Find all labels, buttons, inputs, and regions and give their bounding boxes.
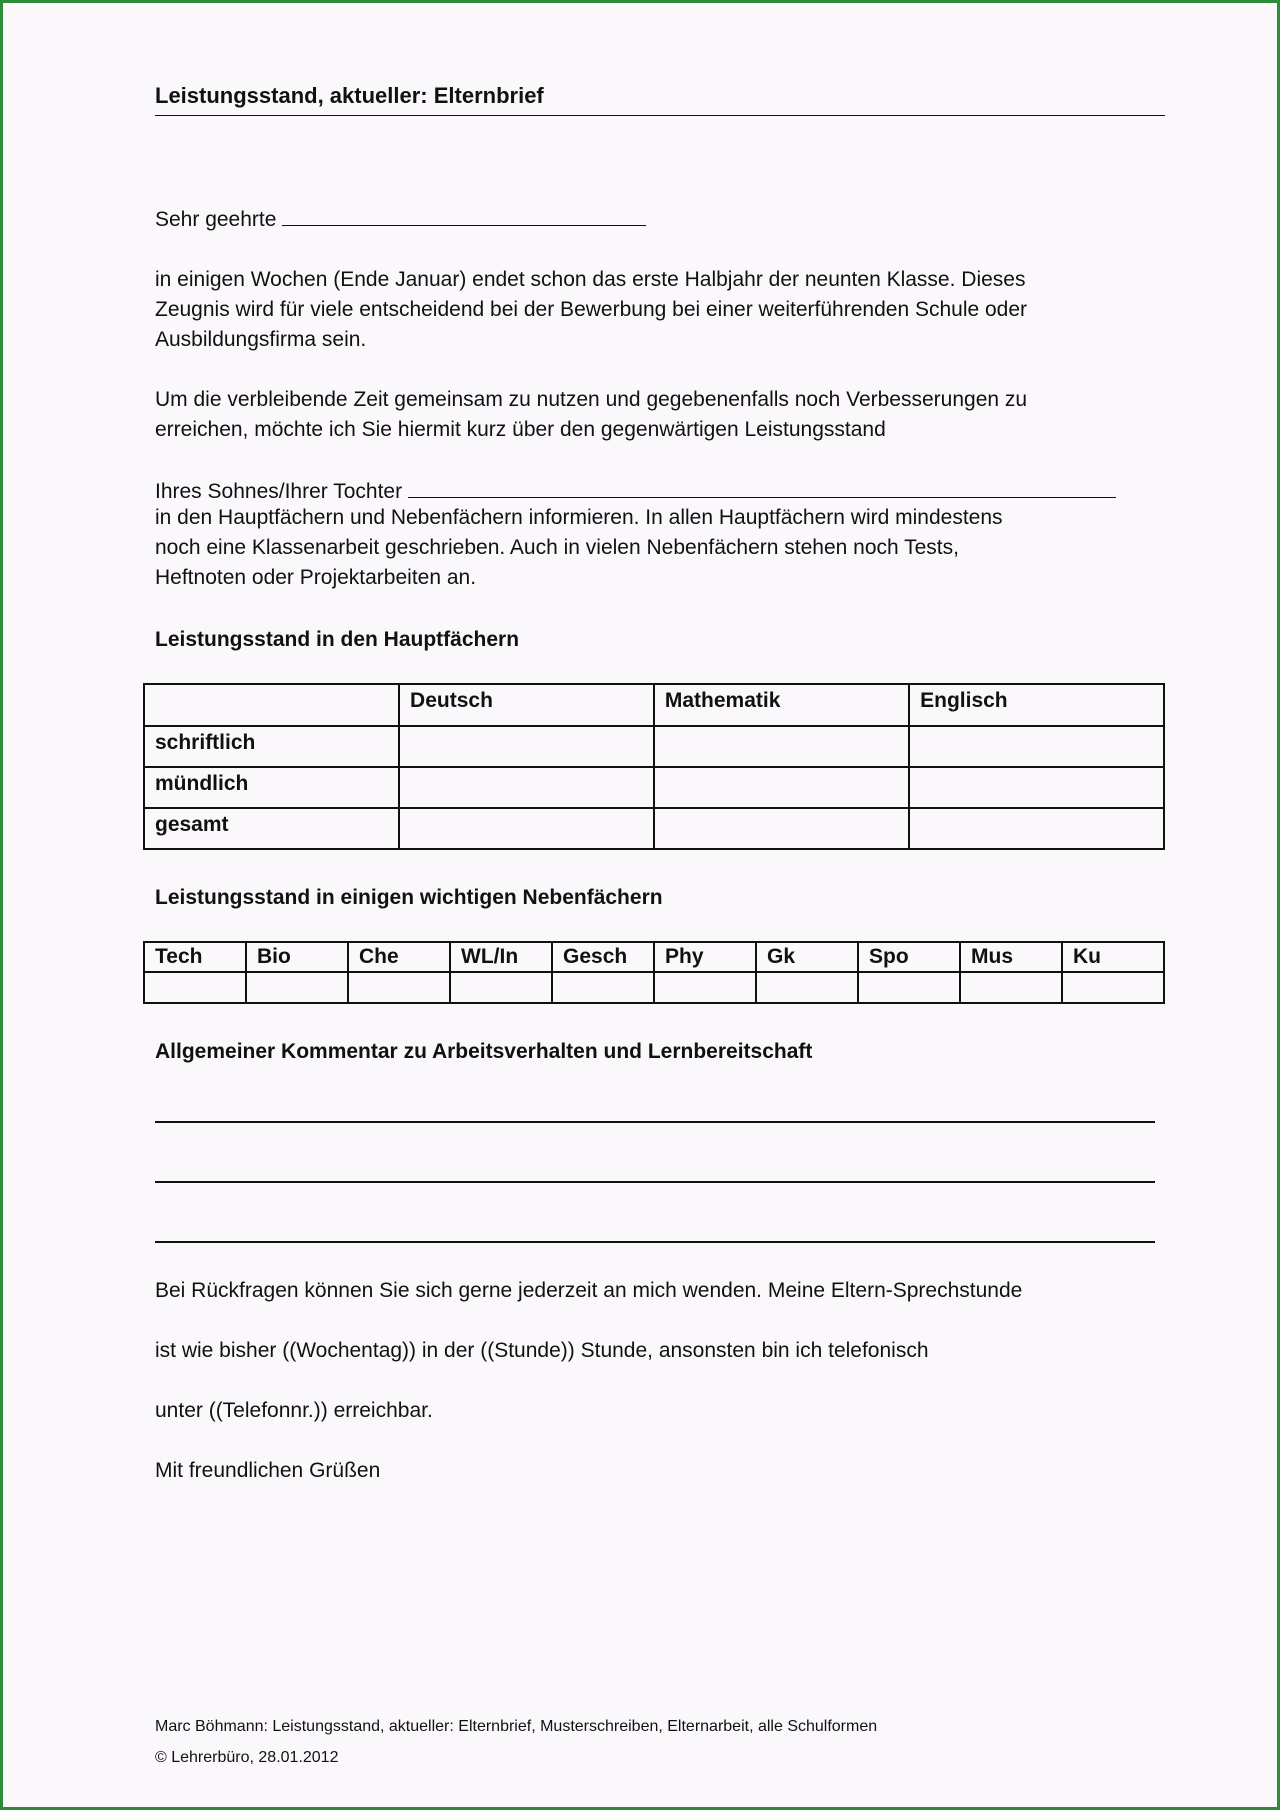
salutation-line [155, 203, 646, 235]
table-header-cell: Deutsch [399, 684, 654, 726]
grade-cell[interactable] [654, 726, 909, 767]
salutation-label: Sehr geehrte [155, 208, 277, 231]
grade-cell[interactable] [909, 767, 1164, 808]
paragraph-line: in einigen Wochen (Ende Januar) endet schon das erste Halbjahr der neunten Klasse. Dieses [155, 268, 1026, 291]
table-header-cell: WL/In [450, 942, 552, 972]
paragraph-line: Heftnoten oder Projektarbeiten an. [155, 566, 477, 589]
grade-cell[interactable] [348, 972, 450, 1003]
row-label: schriftlich [144, 726, 399, 767]
paragraph-intro [155, 265, 1155, 355]
table-header-cell: Phy [654, 942, 756, 972]
paragraph-line: in den Hauptfächern und Nebenfächern informieren. In allen Hauptfächern wird mindestens [155, 506, 1003, 529]
table-row [144, 972, 1164, 1003]
table-header-cell: Tech [144, 942, 246, 972]
paragraph-purpose [155, 385, 1155, 445]
paragraph-info [155, 503, 1155, 593]
table-row [144, 726, 1164, 767]
paragraph-line: Ausbildungsfirma sein. [155, 328, 367, 351]
grade-cell[interactable] [246, 972, 348, 1003]
footer-attribution: Marc Böhmann: Leistungsstand, aktueller: Elternbrief, Musterschreiben, Elternarbeit, alle Schulformen [155, 1718, 878, 1735]
paragraph-line: Zeugnis wird für viele entscheidend bei der Bewerbung bei einer weiterführenden Schule oder [155, 298, 1028, 321]
minor-subjects-table [143, 941, 1165, 1004]
table-header-cell: Mus [960, 942, 1062, 972]
grade-cell[interactable] [552, 972, 654, 1003]
grade-cell[interactable] [858, 972, 960, 1003]
grade-cell[interactable] [144, 972, 246, 1003]
grade-cell[interactable] [909, 808, 1164, 849]
table-header-cell [144, 684, 399, 726]
closing-line: unter ((Telefonnr.)) erreichbar. [155, 1399, 433, 1422]
closing-line: ist wie bisher ((Wochentag)) in der ((Stunde)) Stunde, ansonsten bin ich telefonisch [155, 1339, 929, 1362]
table-header-cell: Che [348, 942, 450, 972]
grade-cell[interactable] [1062, 972, 1164, 1003]
table-header-cell: Gk [756, 942, 858, 972]
grade-cell[interactable] [960, 972, 1062, 1003]
comment-line[interactable] [155, 1241, 1155, 1243]
grade-cell[interactable] [654, 808, 909, 849]
table-header-cell: Bio [246, 942, 348, 972]
grade-cell[interactable] [654, 767, 909, 808]
main-subjects-heading: Leistungsstand in den Hauptfächern [155, 628, 520, 651]
grade-cell[interactable] [399, 808, 654, 849]
table-header-cell: Ku [1062, 942, 1164, 972]
footer-copyright: © Lehrerbüro, 28.01.2012 [155, 1749, 339, 1766]
grade-cell[interactable] [399, 726, 654, 767]
closing-greeting: Mit freundlichen Grüßen [155, 1459, 381, 1482]
table-header-row [144, 684, 1164, 726]
table-header-cell: Englisch [909, 684, 1164, 726]
grade-cell[interactable] [399, 767, 654, 808]
grade-cell[interactable] [654, 972, 756, 1003]
table-header-cell: Gesch [552, 942, 654, 972]
table-row [144, 808, 1164, 849]
table-header-cell: Spo [858, 942, 960, 972]
grade-cell[interactable] [909, 726, 1164, 767]
grade-cell[interactable] [756, 972, 858, 1003]
comment-heading: Allgemeiner Kommentar zu Arbeitsverhalten und Lernbereitschaft [155, 1040, 813, 1063]
paragraph-line: Um die verbleibende Zeit gemeinsam zu nutzen und gegebenenfalls noch Verbesserungen zu [155, 388, 1028, 411]
paragraph-line: noch eine Klassenarbeit geschrieben. Auch in vielen Nebenfächern stehen noch Tests, [155, 536, 959, 559]
paragraph-line: erreichen, möchte ich Sie hiermit kurz über den gegenwärtigen Leistungsstand [155, 418, 886, 441]
minor-subjects-heading: Leistungsstand in einigen wichtigen Nebenfächern [155, 886, 663, 909]
document-title: Leistungsstand, aktueller: Elternbrief [155, 83, 1165, 116]
child-label: Ihres Sohnes/Ihrer Tochter [155, 480, 403, 503]
comment-line[interactable] [155, 1181, 1155, 1183]
table-header-row [144, 942, 1164, 972]
table-row [144, 767, 1164, 808]
row-label: mündlich [144, 767, 399, 808]
comment-line[interactable] [155, 1121, 1155, 1123]
child-name-blank[interactable] [408, 475, 1116, 498]
grade-cell[interactable] [450, 972, 552, 1003]
main-subjects-table [143, 683, 1165, 850]
row-label: gesamt [144, 808, 399, 849]
table-header-cell: Mathematik [654, 684, 909, 726]
recipient-name-blank[interactable] [282, 203, 646, 226]
closing-line: Bei Rückfragen können Sie sich gerne jederzeit an mich wenden. Meine Eltern-Sprechstunde [155, 1279, 1023, 1302]
